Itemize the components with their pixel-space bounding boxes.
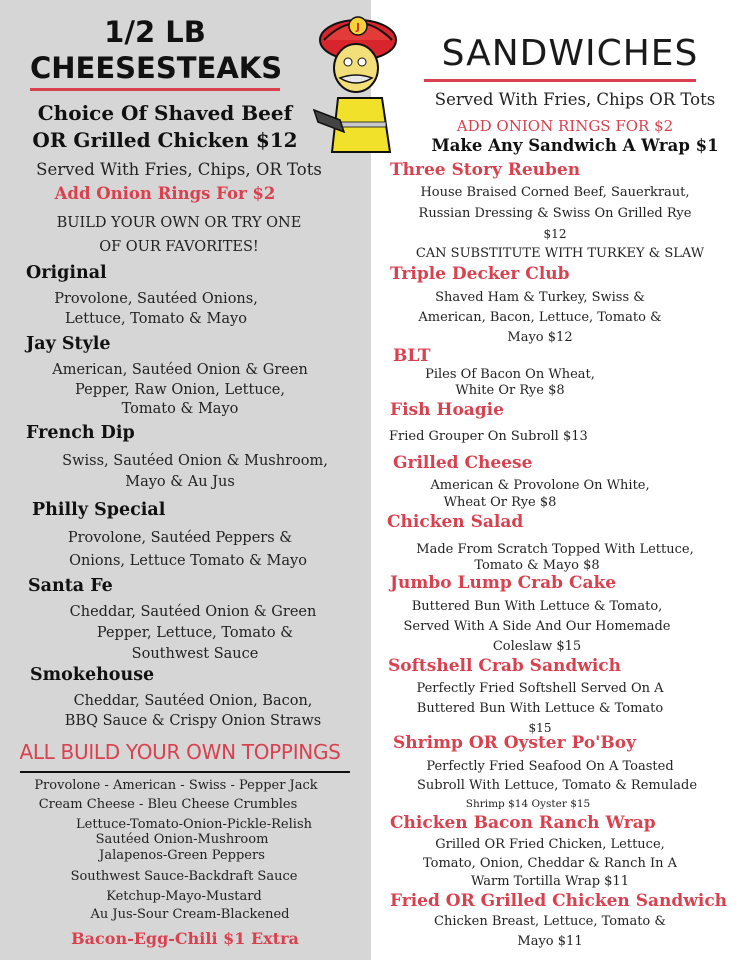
item-jay-style-name: Jay Style — [26, 334, 111, 354]
item-santa-fe-name: Santa Fe — [28, 576, 113, 596]
item-santa-fe-desc-3: Southwest Sauce — [131, 646, 259, 662]
item-chicken-salad-name: Chicken Salad — [387, 512, 524, 532]
topping-line-6: Southwest Sauce-Backdraft Sauce — [70, 869, 298, 884]
item-club-desc-1: Shaved Ham & Turkey, Swiss & — [435, 290, 645, 305]
item-cbr-wrap-desc-3: Warm Tortilla Wrap $11 — [471, 874, 629, 889]
item-blt-desc-2: White Or Rye $8 — [455, 383, 565, 398]
item-softshell-price: $15 — [528, 721, 552, 735]
item-grilled-cheese-desc-1: American & Provolone On White, — [430, 478, 650, 493]
item-softshell-desc-1: Perfectly Fried Softshell Served On A — [416, 681, 664, 696]
topping-line-2: Cream Cheese - Bleu Cheese Crumbles — [38, 797, 298, 812]
sandwich-onion-rings: ADD ONION RINGS FOR $2 — [456, 117, 674, 135]
item-philly-special-desc-2: Onions, Lettuce Tomato & Mayo — [69, 553, 307, 569]
toppings-underline — [20, 771, 350, 773]
sandwiches-heading: SANDWICHES — [441, 33, 699, 74]
item-cbr-wrap-desc-1: Grilled OR Fried Chicken, Lettuce, — [435, 837, 665, 852]
item-grilled-cheese-desc-2: Wheat Or Rye $8 — [443, 495, 557, 510]
item-santa-fe-desc-1: Cheddar, Sautéed Onion & Green — [69, 604, 317, 620]
item-fried-grilled-chicken-sandwich-name: Fried OR Grilled Chicken Sandwich — [390, 891, 728, 911]
item-original-desc-1: Provolone, Sautéed Onions, — [54, 291, 258, 307]
item-blt-name: BLT — [393, 346, 431, 366]
item-chicken-sandwich-desc-1: Chicken Breast, Lettuce, Tomato & — [434, 914, 666, 929]
toppings-extra: Bacon-Egg-Chili $1 Extra — [71, 929, 299, 948]
item-crab-cake-desc-2: Served With A Side And Our Homemade — [403, 619, 671, 634]
topping-line-7: Ketchup-Mayo-Mustard — [106, 889, 262, 904]
item-fish-hoagie-name: Fish Hoagie — [390, 400, 504, 420]
cheesesteak-onion-rings: Add Onion Rings For $2 — [54, 184, 276, 203]
item-smokehouse-desc-1: Cheddar, Sautéed Onion, Bacon, — [73, 693, 313, 709]
item-softshell-crab-sandwich-name: Softshell Crab Sandwich — [388, 656, 622, 676]
sandwich-served-with: Served With Fries, Chips OR Tots — [434, 90, 716, 109]
item-softshell-desc-2: Buttered Bun With Lettuce & Tomato — [416, 701, 664, 716]
item-original-desc-2: Lettuce, Tomato & Mayo — [65, 311, 247, 327]
item-crab-cake-desc-3: Coleslaw $15 — [492, 639, 582, 654]
item-reuben-desc-2: Russian Dressing & Swiss On Grilled Rye — [418, 206, 692, 221]
firefighter-mascot-icon — [310, 2, 410, 162]
item-santa-fe-desc-2: Pepper, Lettuce, Tomato & — [96, 625, 294, 641]
item-french-dip-name: French Dip — [26, 423, 135, 443]
item-crab-cake-desc-1: Buttered Bun With Lettuce & Tomato, — [411, 599, 663, 614]
wrap-option: Make Any Sandwich A Wrap $1 — [431, 136, 719, 155]
item-philly-special-desc-1: Provolone, Sautéed Peppers & — [67, 530, 293, 546]
build-line1: BUILD YOUR OWN OR TRY ONE — [56, 215, 302, 231]
item-poboy-prices: Shrimp $14 Oyster $15 — [465, 798, 591, 810]
choice-line1: Choice Of Shaved Beef — [37, 101, 293, 125]
cheesesteaks-heading-line2: CHEESESTEAKS — [30, 51, 283, 85]
toppings-heading: ALL BUILD YOUR OWN TOPPINGS — [19, 740, 341, 764]
item-cbr-wrap-desc-2: Tomato, Onion, Cheddar & Ranch In A — [422, 856, 677, 871]
item-reuben-desc-1: House Braised Corned Beef, Sauerkraut, — [420, 185, 690, 200]
item-three-story-reuben-name: Three Story Reuben — [390, 160, 581, 180]
topping-line-3: Lettuce-Tomato-Onion-Pickle-Relish — [76, 817, 312, 832]
item-grilled-cheese-name: Grilled Cheese — [393, 453, 533, 473]
topping-line-4: Sautéed Onion-Mushroom — [95, 832, 269, 847]
item-shrimp-oyster-poboy-name: Shrimp OR Oyster Po'Boy — [393, 733, 636, 753]
item-chicken-bacon-ranch-wrap-name: Chicken Bacon Ranch Wrap — [390, 813, 656, 833]
topping-line-1: Provolone - American - Swiss - Pepper Jack — [34, 778, 318, 793]
item-club-desc-2: American, Bacon, Lettuce, Tomato & — [418, 310, 662, 325]
choice-line2: OR Grilled Chicken $12 — [32, 128, 298, 152]
item-reuben-price: $12 — [543, 227, 567, 241]
item-jumbo-lump-crab-cake-name: Jumbo Lump Crab Cake — [390, 573, 617, 593]
item-chicken-salad-desc-2: Tomato & Mayo $8 — [474, 558, 600, 573]
item-jay-style-desc-3: Tomato & Mayo — [121, 401, 239, 417]
item-original-name: Original — [26, 263, 107, 283]
item-triple-decker-club-name: Triple Decker Club — [390, 264, 570, 284]
item-philly-special-name: Philly Special — [32, 500, 166, 520]
item-chicken-salad-desc-1: Made From Scratch Topped With Lettuce, — [416, 542, 694, 557]
cheesesteaks-heading-line1: 1/2 LB — [104, 15, 206, 49]
item-fish-hoagie-desc: Fried Grouper On Subroll $13 — [389, 429, 588, 444]
item-smokehouse-name: Smokehouse — [30, 665, 155, 685]
cheesesteak-served-with: Served With Fries, Chips, OR Tots — [36, 160, 322, 179]
heading-underline — [30, 88, 280, 91]
topping-line-5: Jalapenos-Green Peppers — [99, 848, 265, 863]
item-jay-style-desc-2: Pepper, Raw Onion, Lettuce, — [75, 382, 285, 398]
item-reuben-note: CAN SUBSTITUTE WITH TURKEY & SLAW — [415, 246, 705, 261]
item-club-desc-3: Mayo $12 — [507, 330, 573, 345]
svg-text:J: J — [356, 22, 360, 33]
item-blt-desc-1: Piles Of Bacon On Wheat, — [425, 367, 595, 382]
build-line2: OF OUR FAVORITES! — [99, 239, 259, 255]
item-smokehouse-desc-2: BBQ Sauce & Crispy Onion Straws — [64, 713, 322, 729]
topping-line-8: Au Jus-Sour Cream-Blackened — [90, 907, 290, 922]
item-french-dip-desc-2: Mayo & Au Jus — [125, 474, 235, 490]
item-poboy-desc-1: Perfectly Fried Seafood On A Toasted — [426, 759, 674, 774]
item-jay-style-desc-1: American, Sautéed Onion & Green — [52, 362, 308, 378]
item-chicken-sandwich-desc-2: Mayo $11 — [517, 934, 583, 949]
item-poboy-desc-2: Subroll With Lettuce, Tomato & Remulade — [416, 778, 698, 793]
item-french-dip-desc-1: Swiss, Sautéed Onion & Mushroom, — [62, 453, 328, 469]
sandwiches-underline — [424, 79, 696, 82]
